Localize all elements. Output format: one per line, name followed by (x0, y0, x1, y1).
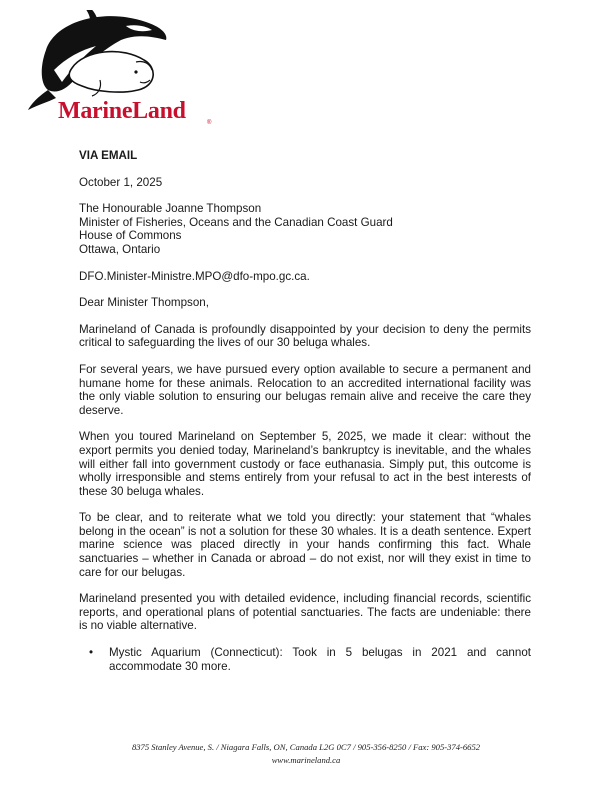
orca-beluga-logo-icon (26, 10, 176, 110)
paragraph: Marineland presented you with detailed evidence, including financial records, scientific reports, and operational plans of potential sanctuaries. The facts are undeniable: there is no viable alternative. (79, 592, 531, 633)
recipient-address (79, 202, 531, 256)
paragraph: To be clear, and to reiterate what we told you directly: your statement that “whales belong in the ocean” is not a solution for these 30 whales. It is a death sentence. Expert marine science was placed directly in your hands confirming this fact. Whale sanctuaries – whether in Canada or abroad – do not exist, nor will they exist in time to care for our belugas. (79, 511, 531, 579)
bullet-list (79, 646, 531, 673)
letterhead-logo (26, 10, 212, 130)
paragraph: When you toured Marineland on September 5, 2025, we made it clear: without the export permits you denied today, Marineland’s bankruptcy is inevitable, and the whales will either fall into government custody or face euthanasia. Simply put, this outcome is wholly irresponsible and stems entirely from your refusal to act in the best interests of these 30 beluga whales. (79, 430, 531, 498)
list-item: • Mystic Aquarium (Connecticut): Took in 5 belugas in 2021 and cannot accommodate 30 more. (109, 646, 531, 673)
registered-mark: ® (207, 120, 212, 126)
recipient-email: DFO.Minister-Ministre.MPO@dfo-mpo.gc.ca. (79, 269, 310, 283)
letter-body (79, 149, 531, 673)
recipient-title: Minister of Fisheries, Oceans and the Canadian Coast Guard (79, 215, 393, 229)
delivery-method: VIA EMAIL (79, 149, 138, 162)
letter-date: October 1, 2025 (79, 175, 163, 189)
brand-wordmark: MarineLand (58, 98, 186, 124)
recipient-name: The Honourable Joanne Thompson (79, 202, 262, 216)
footer-website: www.marineland.ca (271, 755, 341, 765)
footer-address: 8375 Stanley Avenue, S. / Niagara Falls, ON, Canada L2G 0C7 / 905-356-8250 / Fax: 905-374-6652 (131, 742, 481, 752)
recipient-org: House of Commons (79, 229, 182, 243)
salutation: Dear Minister Thompson, (79, 296, 209, 310)
paragraph: Marineland of Canada is profoundly disappointed by your decision to deny the permits critical to safeguarding the lives of our 30 beluga whales. (79, 322, 531, 350)
paragraph: For several years, we have pursued every option available to secure a permanent and humane home for these animals. Relocation to an accredited international facility was the only viable solution to ensuring our belugas remain alive and receive the care they deserve. (79, 362, 531, 417)
recipient-city: Ottawa, Ontario (79, 242, 161, 256)
letterhead-footer (0, 741, 612, 767)
